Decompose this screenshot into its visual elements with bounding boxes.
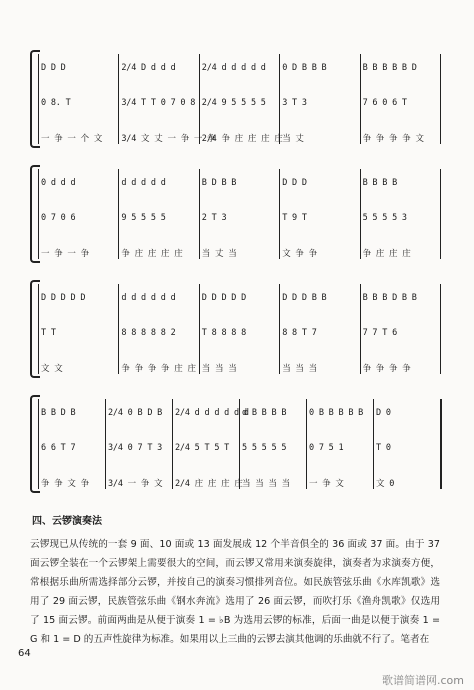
measure-cell: B B D B [41, 408, 76, 418]
measure-cell: T T [41, 328, 56, 338]
score-system [30, 280, 440, 380]
score-row [38, 290, 440, 306]
score-row [38, 245, 440, 261]
measure-cell: 9 5 5 5 5 [121, 213, 166, 223]
measure-cell: 2 T 3 [201, 213, 227, 223]
measure-cell: 3/4 0 7 T 3 [108, 443, 163, 453]
measure-cell: D D D [41, 63, 66, 73]
measure-cell: 3 T 3 [282, 98, 307, 108]
measure-cell: 争 争 争 争 文 [362, 134, 424, 144]
measure-cell: 5 5 5 5 5 [242, 443, 287, 453]
body-paragraph: 云锣现已从传统的一套 9 面、10 面或 13 面发展成 12 个半音俱全的 36 面或 37 面。由于 37 面云锣全装在一个云锣架上需要很大的空间，而云锣又常用来演奏旋律，演奏者为求演奏方便，常根据乐曲所需选择部分云锣，并按自己的演奏习惯排列音位。如民族管弦乐曲《水库凯歌》选用了 29 面云锣，民族管弦乐曲《钢水奔流》选用了 26 面云锣，而吹打乐《渔舟凯歌》仅选用了 15 面云锣。前面两曲是从便于演奏 1 = ♭B 为选用云锣的标准，后面一曲是以便于演奏 1 = G 和 1 = D 的五声性旋律为标准。如果用以上三曲的云锣去演其他调的乐曲就不行了。笔者在 [30, 539, 440, 645]
measure-cell: B D B B [201, 178, 237, 188]
measure-cell: 0 7 5 1 [309, 443, 344, 453]
score-row [38, 95, 440, 111]
measure-cell: 一 争 一 争 [41, 249, 89, 259]
measure-cell: 8 8 T 7 [282, 328, 317, 338]
score-row [38, 440, 440, 456]
measure-cell: 2/4 5 T 5 T [175, 443, 230, 453]
measure-cell: 7 6 0 6 T [362, 98, 407, 108]
measure-cell: 0 d d d [41, 178, 76, 188]
measure-cell: 争 争 文 争 [41, 479, 89, 489]
measure-cell: 文 文 [41, 364, 63, 374]
score-row [38, 210, 440, 226]
measure-cell: 2/4 d d d d d d [175, 408, 249, 418]
measure-cell: 争 争 争 争 庄 庄 [121, 364, 196, 374]
measure-cell: T 0 [376, 443, 391, 453]
measure-cell: B B B D B B [362, 293, 417, 303]
measure-cell: d B B B B [242, 408, 287, 418]
measure-cell: 2/4 争 庄 庄 庄 庄 [201, 134, 283, 144]
measure-cell: d d d d d [121, 178, 166, 188]
page-number: 64 [18, 648, 31, 659]
measure-cell: 一 争 一 个 文 [41, 134, 103, 144]
score-row [38, 130, 440, 146]
measure-cell: 6 6 T 7 [41, 443, 76, 453]
measure-cell: 当 当 当 当 [242, 479, 290, 489]
measure-cell: 0 7 0 6 [41, 213, 76, 223]
measure-cell: 3/4 文 丈 一 争 一 争 [121, 134, 216, 144]
measure-cell: 争 庄 庄 庄 庄 [121, 249, 183, 259]
score-row [38, 405, 440, 421]
measure-cell: D D D B B [282, 293, 327, 303]
measure-cell: 当 当 当 [282, 364, 317, 374]
score-row [38, 475, 440, 491]
score-row [38, 60, 440, 76]
measure-cell: 文 0 [376, 479, 395, 489]
measure-cell: 当 当 当 [201, 364, 237, 374]
measure-cell: 当 丈 [282, 134, 304, 144]
measure-cell: 一 争 文 [309, 479, 344, 489]
measure-cell: D 0 [376, 408, 391, 418]
measure-cell: 文 争 争 [282, 249, 317, 259]
score-row [38, 360, 440, 376]
measure-cell: T 9 T [282, 213, 307, 223]
measure-cell: 5 5 5 5 3 [362, 213, 407, 223]
measure-cell: 0 B B B B B [309, 408, 364, 418]
score-row [38, 175, 440, 191]
score-system [30, 50, 440, 150]
measure-cell: 3/4 一 争 文 [108, 479, 163, 489]
measure-cell: B B B B B D [362, 63, 417, 73]
measure-cell: 0 8. T [41, 98, 71, 108]
measure-cell: D D D [282, 178, 307, 188]
measure-cell: 2/4 庄 庄 庄 庄 [175, 479, 243, 489]
measure-cell: d d d d d d [121, 293, 176, 303]
measure-cell: 8 8 8 8 8 2 [121, 328, 176, 338]
section-heading: 四、云锣演奏法 [32, 516, 102, 527]
measure-cell: D D D D D [41, 293, 86, 303]
measure-cell: 7 7 T 6 [362, 328, 398, 338]
measure-cell: 争 争 争 争 [362, 364, 411, 374]
measure-cell: 0 D B B B [282, 63, 327, 73]
score-row [38, 325, 440, 341]
measure-cell: 2/4 D d d d [121, 63, 176, 73]
score-system [30, 165, 440, 265]
measure-cell: 2/4 9 5 5 5 5 [201, 98, 266, 108]
measure-cell: 3/4 T T 0 7 0 8 [121, 98, 196, 108]
measure-cell: D D D D D [201, 293, 247, 303]
measure-cell: T 8 8 8 8 [201, 328, 247, 338]
score-system [30, 395, 440, 495]
measure-cell: 2/4 d d d d d [201, 63, 266, 73]
watermark: 歌谱简谱网.com [382, 674, 464, 687]
measure-cell: B B B B [362, 178, 398, 188]
measure-cell: 2/4 0 B D B [108, 408, 163, 418]
measure-cell: 当 丈 当 [201, 249, 237, 259]
measure-cell: 争 庄 庄 庄 [362, 249, 411, 259]
